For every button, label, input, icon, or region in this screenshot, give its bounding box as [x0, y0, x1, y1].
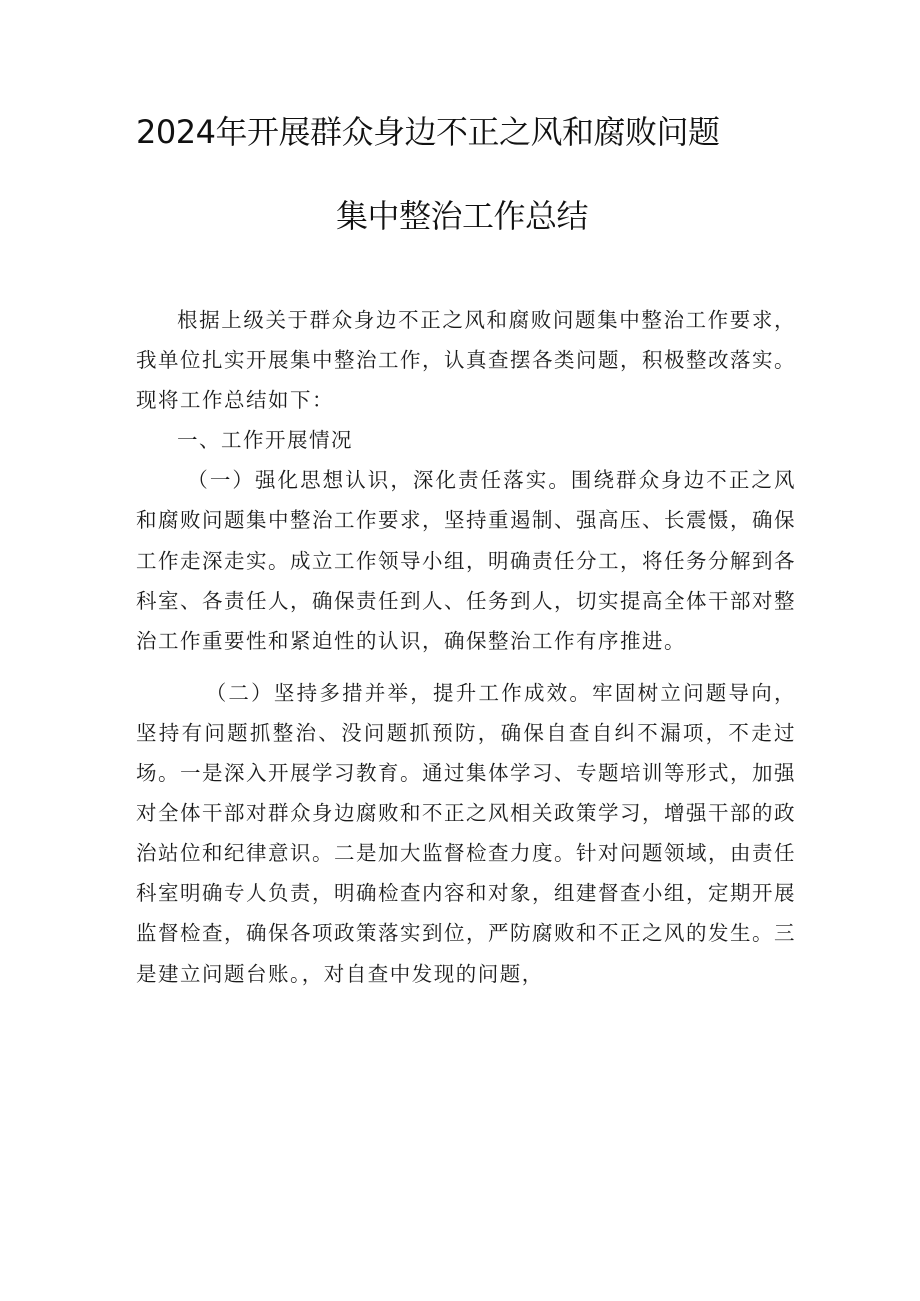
document-body — [136, 300, 796, 994]
paragraph-item-2: （二）坚持多措并举，提升工作成效。牢固树立问题导向，坚持有问题抓整治、没问题抓预防，确保自查自纠不漏项，不走过场。一是深入开展学习教育。通过集体学习、专题培训等形式，加强对全体干部对群众身边腐败和不正之风相关政策学习，增强干部的政治站位和纪律意识。二是加大监督检查力度。针对问题领域，由责任科室明确专人负责，明确检查内容和对象，组建督查小组，定期开展监督检查，确保各项政策落实到位，严防腐败和不正之风的发生。三是建立问题台账。，对自查中发现的问题， — [136, 680, 796, 986]
paragraph-item-1: （一）强化思想认识，深化责任落实。围绕群众身边不正之风和腐败问题集中整治工作要求，坚持重遏制、强高压、长震慑，确保工作走深走实。成立工作领导小组，明确责任分工，将任务分解到各科室、各责任人，确保责任到人、任务到人，切实提高全体干部对整治工作重要性和紧迫性的认识，确保整治工作有序推进。 — [136, 468, 796, 653]
section-heading-work-status: 一、工作开展情况 — [177, 428, 353, 453]
intro-paragraph: 根据上级关于群众身边不正之风和腐败问题集中整治工作要求，我单位扎实开展集中整治工作，认真查摆各类问题，积极整改落实。现将工作总结如下： — [136, 308, 796, 413]
document-title-line-1: 2024年开展群众身边不正之风和腐败问题 — [136, 113, 720, 151]
document-title-line-2: 集中整治工作总结 — [336, 197, 589, 235]
